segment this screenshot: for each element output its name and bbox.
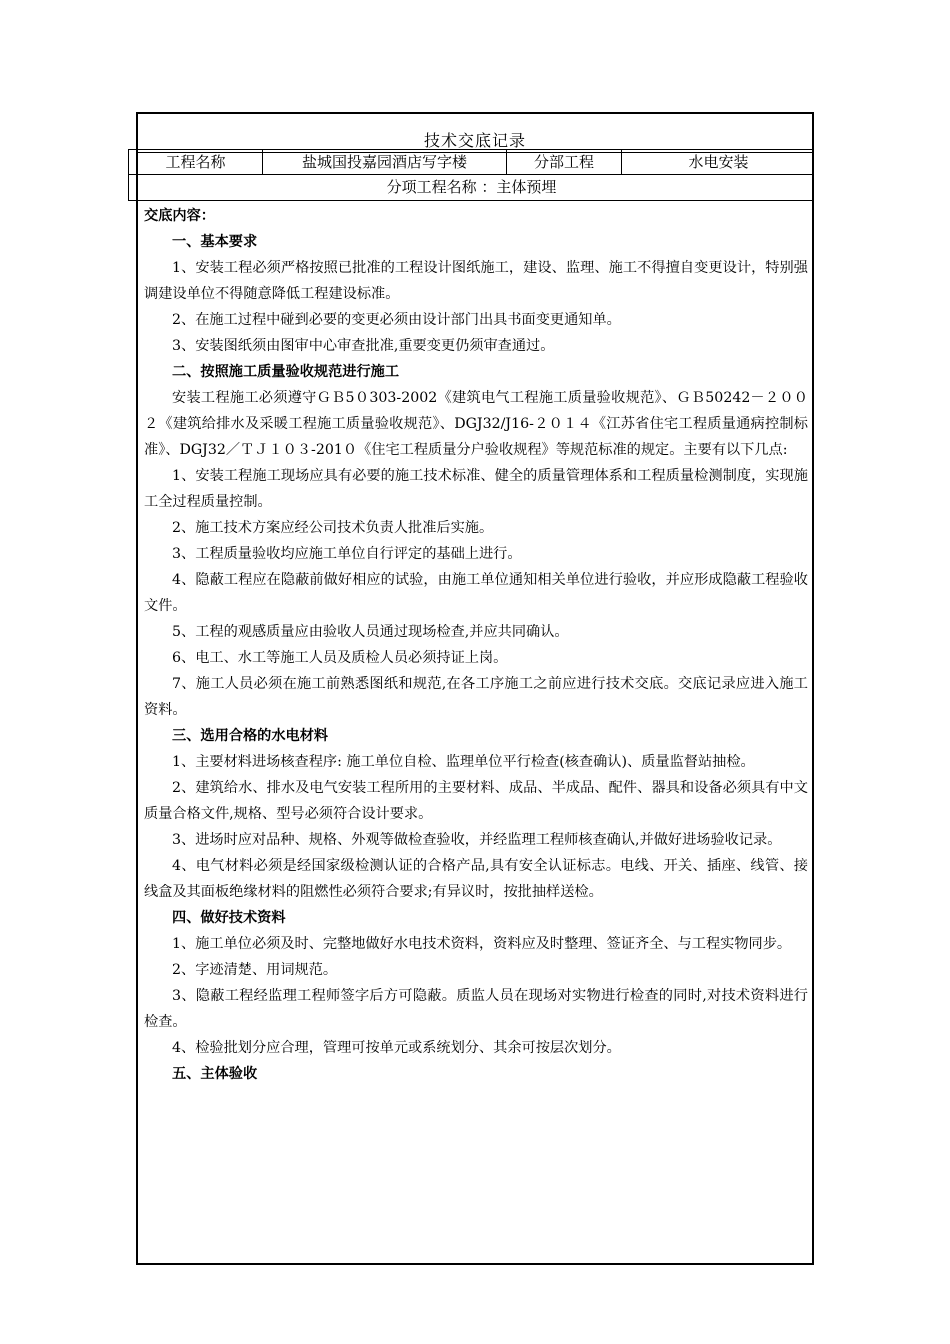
paragraph: 1、安装工程必须严格按照已批准的工程设计图纸施工，建设、监理、施工不得擅自变更设计，特别强调建设单位不得随意降低工程建设标准。: [144, 260, 808, 302]
paragraph: 3、安装图纸须由图审中心审查批准,重要变更仍须审查通过。: [172, 338, 555, 354]
paragraph: 6、电工、水工等施工人员及质检人员必须持证上岗。: [172, 650, 508, 666]
paragraph: 3、进场时应对品种、规格、外观等做检查验收，并经监理工程师核查确认,并做好进场验收记录。: [172, 832, 782, 848]
content-blocks: [144, 229, 808, 1087]
division-label: 分部工程: [507, 150, 622, 174]
content-label: 交底内容：: [144, 208, 215, 224]
paragraph: 4、电气材料必须是经国家级检测认证的合格产品,具有安全认证标志。电线、开关、插座、线管、接线盒及其面板绝缘材料的阻燃性必须符合要求;有异议时，按批抽样送检。: [144, 858, 808, 900]
section-heading: 五、主体验收: [172, 1066, 258, 1082]
section-heading: 四、做好技术资料: [172, 910, 286, 926]
paragraph: 1、安装工程施工现场应具有必要的施工技术标准、健全的质量管理体系和工程质量检测制度，实现施工全过程质量控制。: [144, 468, 808, 510]
briefing-content: [144, 203, 808, 1087]
title-row: [138, 114, 812, 153]
subitem-row: [128, 175, 814, 201]
project-info-row: [128, 149, 814, 175]
paragraph: 2、施工技术方案应经公司技术负责人批准后实施。: [172, 520, 494, 536]
paragraph: 安装工程施工必须遵守ＧＢ5０303-2002《建筑电气工程施工质量验收规范》、ＧＢ50242－２００２《建筑给排水及采暖工程施工质量验收规范》、DGJ32/J16-２０１４《江苏省住宅工程质量通病控制标准》、DGJ32／ＴＪ１０３-201０《住宅工程质量分户验收规程》等规范标准的规定。主要有以下几点:: [144, 390, 808, 458]
document-title: 技术交底记录: [423, 131, 526, 150]
section-heading: 三、选用合格的水电材料: [172, 728, 329, 744]
paragraph: 4、检验批划分应合理，管理可按单元或系统划分、其余可按层次划分。: [172, 1040, 621, 1056]
project-name-label: 工程名称: [129, 150, 263, 174]
paragraph: 5、工程的观感质量应由验收人员通过现场检查,并应共同确认。: [172, 624, 569, 640]
paragraph: 2、字迹清楚、用词规范。: [172, 962, 338, 978]
paragraph: 7、施工人员必须在施工前熟悉图纸和规范,在各工序施工之前应进行技术交底。交底记录应进入施工资料。: [144, 676, 808, 718]
paragraph: 2、在施工过程中碰到必要的变更必须由设计部门出具书面变更通知单。: [172, 312, 621, 328]
paragraph: 3、隐蔽工程经监理工程师签字后方可隐蔽。质监人员在现场对实物进行检查的同时,对技术资料进行检查。: [144, 988, 808, 1030]
division-value: 水电安装: [688, 153, 749, 171]
section-heading: 一、基本要求: [172, 234, 258, 250]
subitem-name: 分项工程名称 ：主体预埋: [386, 178, 557, 196]
section-heading: 二、按照施工质量验收规范进行施工: [172, 364, 400, 380]
paragraph: 1、主要材料进场核查程序: 施工单位自检、监理单位平行检查(核查确认)、质量监督站抽检。: [172, 754, 755, 770]
paragraph: 1、施工单位必须及时、完整地做好水电技术资料，资料应及时整理、签证齐全、与工程实物同步。: [172, 936, 792, 952]
paragraph: 2、建筑给水、排水及电气安装工程所用的主要材料、成品、半成品、配件、器具和设备必须具有中文质量合格文件,规格、型号必须符合设计要求。: [144, 780, 808, 822]
project-name-value: 盐城国投嘉园酒店写字楼: [263, 150, 507, 174]
paragraph: 3、工程质量验收均应施工单位自行评定的基础上进行。: [172, 546, 522, 562]
paragraph: 4、隐蔽工程应在隐蔽前做好相应的试验，由施工单位通知相关单位进行验收，并应形成隐蔽工程验收文件。: [144, 572, 808, 614]
